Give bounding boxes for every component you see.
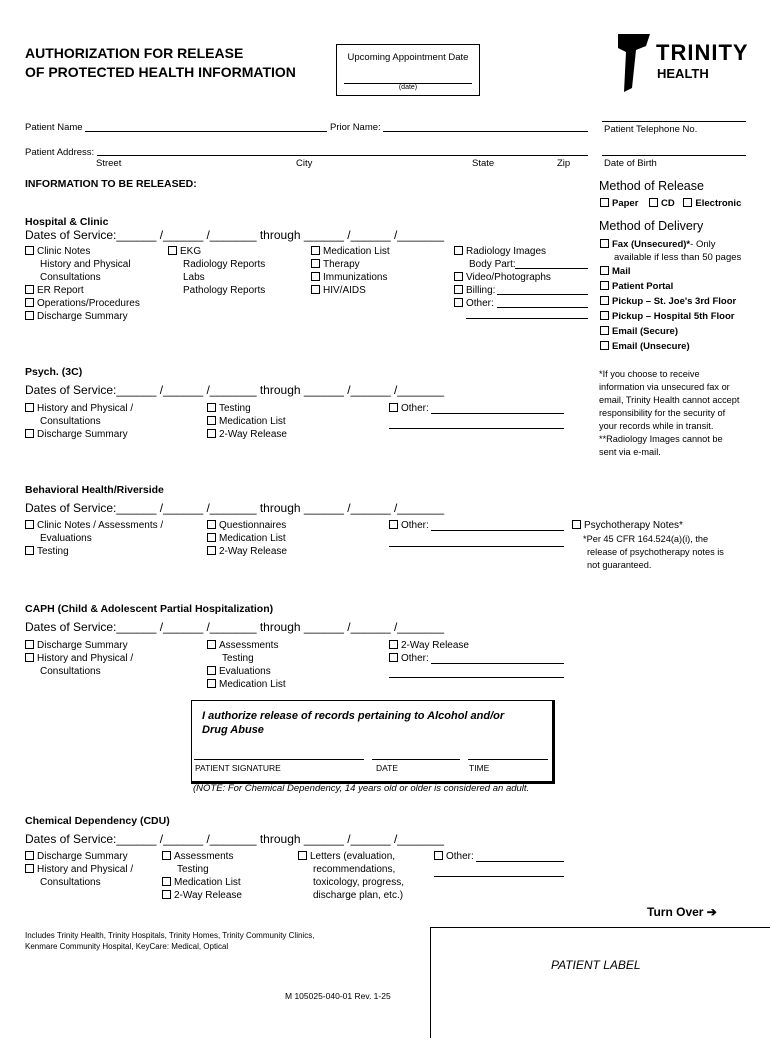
cdu-2way[interactable]: 2-Way Release: [162, 889, 242, 902]
city-caption: City: [296, 158, 313, 169]
cdu-history[interactable]: History and Physical /: [25, 863, 133, 876]
behavioral-questionnaires[interactable]: Questionnaires: [207, 519, 287, 532]
signature-line[interactable]: [194, 759, 364, 760]
signature-caption: PATIENT SIGNATURE: [195, 763, 281, 773]
trinity-logo-icon: [614, 30, 654, 92]
hospital-billing[interactable]: Billing:: [454, 284, 551, 297]
address-label: Patient Address:: [25, 147, 95, 158]
hospital-other[interactable]: Other:: [454, 297, 551, 310]
appointment-box[interactable]: Upcoming Appointment Date (date): [336, 44, 480, 96]
cdu-col1: Discharge Summary History and Physical / Consultations: [25, 850, 133, 889]
behavioral-dates[interactable]: Dates of Service:______ /______ /_______ through ______ /______ /_______: [25, 501, 445, 515]
hospital-col4: Radiology Images Body Part: Video/Photographs Billing: Other:: [454, 245, 551, 310]
release-cd[interactable]: CD: [649, 198, 675, 209]
alcohol-box: I authorize release of records pertaining to Alcohol and/or Drug Abuse PATIENT SIGNATURE DATE TIME: [191, 700, 555, 784]
time-line[interactable]: [468, 759, 548, 760]
cdu-col3: Letters (evaluation, recommendations, toxicology, progress, discharge plan, etc.): [298, 850, 404, 902]
psych-col2: [207, 402, 287, 441]
info-title: INFORMATION TO BE RELEASED:: [25, 178, 197, 190]
behavioral-2way[interactable]: 2-Way Release: [207, 545, 287, 558]
behavioral-other-line-2[interactable]: [389, 546, 564, 547]
patient-label-box: [430, 927, 770, 1038]
delivery-email-unsecure[interactable]: Email (Unsecure): [600, 340, 741, 353]
patient-label-text: PATIENT LABEL: [551, 958, 641, 972]
delivery-note: *If you choose to receive information via unsecured fax or email, Trinity Health cannot accept responsibility for the security of your records while in transit. **Radiology Images cannot be sent via e-mail.: [599, 369, 740, 457]
caph-col3: [389, 639, 469, 665]
psychotherapy-note: *Per 45 CFR 164.524(a)(i), the release of psychotherapy notes is not guaranteed.: [583, 534, 724, 570]
cdu-dates[interactable]: Dates of Service:______ /______ /_______ through ______ /______ /_______: [25, 832, 445, 846]
date-line[interactable]: [372, 759, 460, 760]
caph-other[interactable]: Other:: [389, 652, 469, 665]
hospital-radiology-images[interactable]: Radiology Images: [454, 245, 551, 258]
caph-medication[interactable]: Medication List: [207, 678, 286, 691]
psych-other[interactable]: Other:: [389, 402, 429, 415]
hospital-discharge[interactable]: Discharge Summary: [25, 310, 140, 323]
delivery-portal[interactable]: Patient Portal: [600, 280, 741, 293]
psych-discharge[interactable]: Discharge Summary: [25, 428, 133, 441]
behavioral-medication[interactable]: Medication List: [207, 532, 287, 545]
psych-testing[interactable]: Testing: [207, 402, 287, 415]
patient-name-label: Patient Name: [25, 122, 83, 133]
caph-other-line-2[interactable]: [389, 677, 564, 678]
dob-field[interactable]: [602, 155, 746, 156]
hospital-title: Hospital & Clinic: [25, 216, 109, 228]
delivery-fax[interactable]: Fax (Unsecured)*- Only: [600, 238, 741, 251]
hospital-hiv[interactable]: HIV/AIDS: [311, 284, 390, 297]
psych-other-line-2[interactable]: [389, 428, 564, 429]
hospital-therapy[interactable]: Therapy: [311, 258, 390, 271]
hospital-col3: [311, 245, 390, 297]
hospital-dates[interactable]: Dates of Service:______ /______ /_______ through ______ /______ /_______: [25, 228, 445, 242]
state-caption: State: [472, 158, 495, 169]
psych-medication[interactable]: Medication List: [207, 415, 287, 428]
psychotherapy-notes[interactable]: Psychotherapy Notes*: [572, 519, 683, 532]
release-title: Method of Release: [599, 179, 704, 193]
caph-dates[interactable]: Dates of Service:______ /______ /_______ through ______ /______ /_______: [25, 620, 445, 634]
phone-field[interactable]: [602, 121, 746, 122]
caph-2way[interactable]: 2-Way Release: [389, 639, 469, 652]
caph-evaluations[interactable]: Evaluations: [207, 665, 286, 678]
address-field[interactable]: [97, 155, 588, 156]
behavioral-col1: Clinic Notes / Assessments / Evaluations Testing: [25, 519, 163, 558]
hospital-immunizations[interactable]: Immunizations: [311, 271, 390, 284]
caph-title: CAPH (Child & Adolescent Partial Hospitalization): [25, 603, 274, 615]
dob-label: Date of Birth: [604, 158, 657, 169]
caph-history[interactable]: History and Physical /: [25, 652, 133, 665]
psych-col1: History and Physical / Consultations Discharge Summary: [25, 402, 133, 441]
date-caption: DATE: [376, 763, 399, 773]
psych-2way[interactable]: 2-Way Release: [207, 428, 287, 441]
includes-note: Includes Trinity Health, Trinity Hospitals, Trinity Homes, Trinity Community Clinics, Kenmare Community Hospital, KeyCare: Medical, Optical: [25, 931, 315, 951]
caph-col2: Assessments Testing Evaluations Medication List: [207, 639, 286, 691]
delivery-title: Method of Delivery: [599, 219, 704, 233]
form-number: M 105025-040-01 Rev. 1-25: [285, 991, 391, 1001]
cdu-assessments[interactable]: Assessments: [162, 850, 242, 863]
chemical-note: (NOTE: For Chemical Dependency, 14 years old or older is considered an adult.: [193, 783, 530, 794]
release-electronic[interactable]: Electronic: [683, 198, 741, 209]
delivery-mail[interactable]: Mail: [600, 265, 741, 278]
caph-assessments[interactable]: Assessments: [207, 639, 286, 652]
psych-title: Psych. (3C): [25, 366, 83, 378]
prior-name-field[interactable]: [383, 131, 588, 132]
caph-other-line[interactable]: [431, 663, 564, 664]
behavioral-other[interactable]: Other:: [389, 519, 429, 532]
prior-name-label: Prior Name:: [330, 122, 381, 133]
psych-history[interactable]: History and Physical /: [25, 402, 133, 415]
cdu-other-line[interactable]: [476, 861, 564, 862]
fax-note: available if less than 50 pages: [614, 252, 742, 263]
billing-line[interactable]: [497, 294, 588, 295]
behavioral-other-line[interactable]: [431, 530, 564, 531]
time-caption: TIME: [469, 763, 490, 773]
form-title: AUTHORIZATION FOR RELEASE OF PROTECTED HEALTH INFORMATION: [25, 45, 296, 80]
hospital-video[interactable]: Video/Photographs: [454, 271, 551, 284]
behavioral-col2: [207, 519, 287, 558]
hospital-ekg[interactable]: EKG: [168, 245, 265, 258]
cdu-other-line-2[interactable]: [434, 876, 564, 877]
delivery-options: [600, 238, 741, 353]
patient-name-field[interactable]: [85, 131, 327, 132]
hospital-clinic-notes[interactable]: Clinic Notes: [25, 245, 140, 258]
phone-label: Patient Telephone No.: [604, 124, 698, 135]
caph-col1: Discharge Summary History and Physical / Consultations: [25, 639, 133, 678]
cdu-discharge[interactable]: Discharge Summary: [25, 850, 133, 863]
other-line[interactable]: [497, 307, 588, 308]
psych-dates[interactable]: Dates of Service:______ /______ /_______ through ______ /______ /_______: [25, 383, 445, 397]
cdu-title: Chemical Dependency (CDU): [25, 815, 170, 827]
hospital-operations[interactable]: Operations/Procedures: [25, 297, 140, 310]
psych-other-line[interactable]: [431, 413, 564, 414]
hospital-er-report[interactable]: ER Report: [25, 284, 140, 297]
behavioral-testing[interactable]: Testing: [25, 545, 163, 558]
hospital-col2: EKG Radiology Reports Labs Pathology Reports: [168, 245, 265, 297]
behavioral-clinic-notes[interactable]: Clinic Notes / Assessments /: [25, 519, 163, 532]
street-caption: Street: [96, 158, 122, 169]
cdu-other[interactable]: Other:: [434, 850, 474, 863]
turn-over: Turn Over ➔: [647, 905, 717, 919]
zip-caption: Zip: [557, 158, 571, 169]
delivery-pickup-hospital[interactable]: Pickup – Hospital 5th Floor: [600, 310, 741, 323]
release-options: [600, 197, 741, 210]
cdu-medication[interactable]: Medication List: [162, 876, 242, 889]
other-line-2[interactable]: [466, 318, 588, 319]
hospital-col1: Clinic Notes History and Physical Consultations ER Report Operations/Procedures Discharge Summary: [25, 245, 140, 323]
hospital-medication-list[interactable]: Medication List: [311, 245, 390, 258]
delivery-email-secure[interactable]: Email (Secure): [600, 325, 741, 338]
delivery-pickup-stjoes[interactable]: Pickup – St. Joe's 3rd Floor: [600, 295, 741, 308]
behavioral-title: Behavioral Health/Riverside: [25, 484, 164, 496]
release-paper[interactable]: Paper: [600, 198, 638, 209]
cdu-letters[interactable]: Letters (evaluation,: [298, 850, 404, 863]
body-part-line[interactable]: [515, 268, 588, 269]
cdu-col2: Assessments Testing Medication List 2-Way Release: [162, 850, 242, 902]
caph-discharge[interactable]: Discharge Summary: [25, 639, 133, 652]
